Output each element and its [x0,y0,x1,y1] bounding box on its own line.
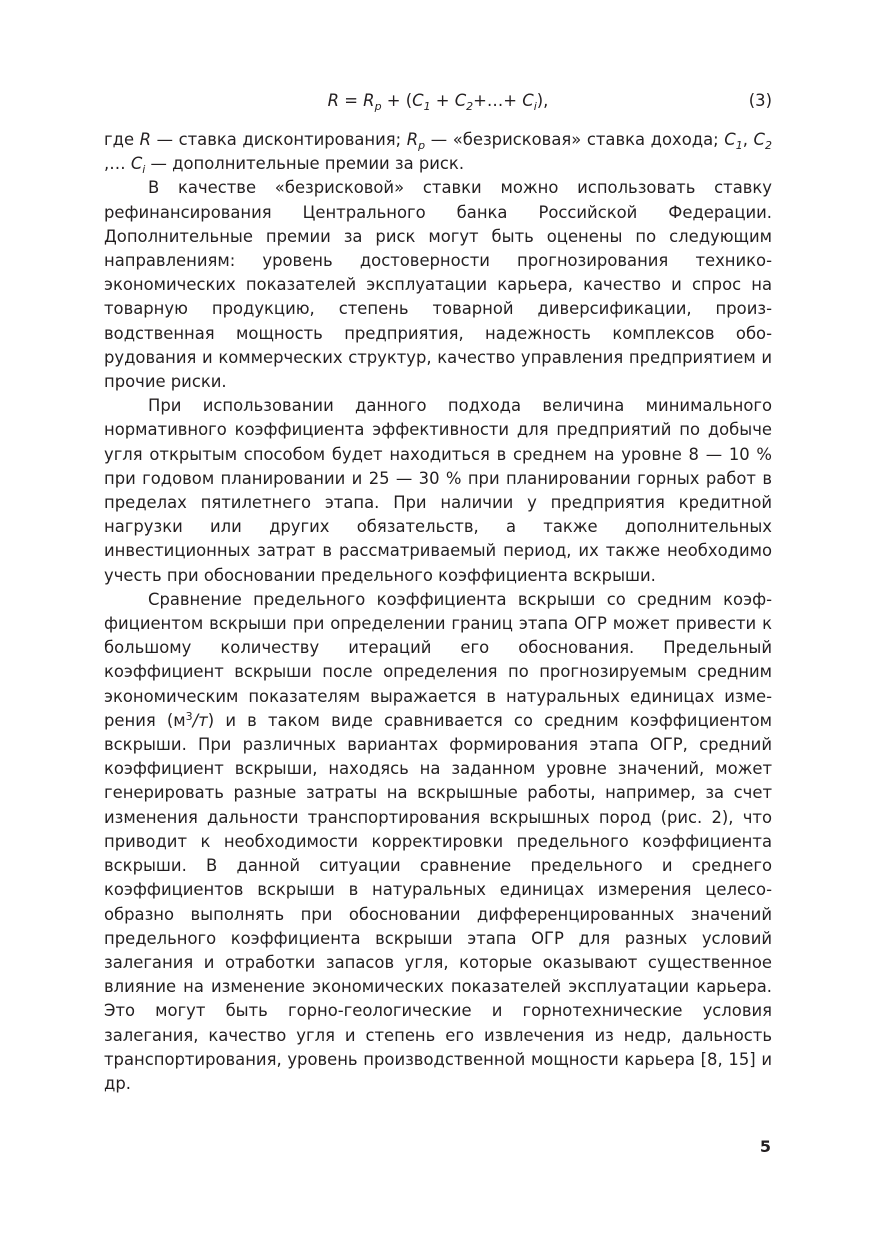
p3-text-1: Сравнение предельного коэффициента вскрыши со средним коэффициентом вскрыши при определении границ этапа ОГР может привести к большому количеству итераций его обоснования. Предельный коэффициент вскрыши после определения по прогнозируемым средним экономическим показателям выражается в натуральных единицах измерения (м [104,589,772,730]
def-var-rp: R [406,130,419,149]
def-text: , [742,130,754,149]
p3-unit: /т [192,710,208,730]
paragraph-stripping-ratio [104,588,772,1096]
formula-plus: + [430,91,455,110]
formula-eq: = [339,91,364,110]
formula-sub-2: 2 [466,100,474,113]
paragraph-risk-free-rate: В качестве «безрисковой» ставки можно использовать ставку рефинансирования Центрального банка Российской Федерации. Дополнительные премии за риск могут быть оценены по следующим направлениям: уровень достоверности прогнозирования технико-экономических показателей эксплуатации карьера, качество и спрос на товарную продукцию, степень товарной диверсификации, производственная мощность предприятия, надежность комплексов оборудования и коммерческих структур, качество управления предприятием и прочие риски. [104,178,772,392]
def-text: ,… [104,154,131,174]
def-var-c2: C [753,130,765,149]
def-var-ci: C [130,154,143,174]
def-text: где [104,130,140,149]
def-var-r: R [139,130,152,149]
p3-text-2: ) и в таком виде сравнивается со средним коэффициентом вскрыши. При различных вариантах формирования этапа ОГР, средний коэффициент вскрыши, находясь на заданном уровне значений, может генерировать разные затраты на вскрышные работы, например, за счет изменения дальности транспортирования вскрышных пород (рис. 2), что приводит к необходимости корректировки предельного коэффициента вскрыши. В данной ситуации сравнение предельного и среднего коэффициентов вскрыши в натуральных единицах измерения целесообразно выполнять при обосновании дифференцированных значений предельного коэффициента вскрыши этапа ОГР для разных условий залегания и отработки запасов угля, которые оказывают существенное влияние на изменение экономических показателей эксплуатации карьера. Это могут быть горно-геологические и горнотехнические условия залегания, качество угля и степень его извлечения из недр, дальность транспортирования, уровень производственной мощности карьера [8, 15] и др. [104,710,772,1093]
def-sub-1: 1 [735,139,743,152]
page-body [104,84,772,1096]
formula-sub-1: 1 [423,100,431,113]
page-number: 5 [759,1137,771,1156]
formula-var-c2: C [454,91,467,110]
def-sub-p: p [418,139,426,152]
formula-3 [104,84,772,118]
formula-var-r: R [327,91,340,110]
p3-superscript: 3 [185,709,193,723]
def-text: — ставка дисконтирования; [151,130,407,149]
formula-plus-open: + ( [381,91,413,110]
definitions-paragraph [104,128,772,176]
formula-var-ci: C [522,91,534,110]
formula-sub-p: p [374,100,382,113]
def-var-c1: C [724,130,736,149]
def-sub-i: i [142,163,146,177]
formula-close: ), [536,91,549,110]
formula-var-c1: C [412,91,424,110]
paragraph-efficiency-coefficient: При использовании данного подхода величина минимального нормативного коэффициента эффективности для предприятий по добыче угля открытым способом будет находиться в среднем на уровне 8 — 10 % при годовом планировании и 25 — 30 % при планировании горных работ в пределах пятилетнего этапа. При наличии у предприятия кредитной нагрузки или других обязательств, а также дополнительных инвестиционных затрат в рассматриваемый период, их также необходимо учесть при обосновании предельного коэффициента вскрыши. [104,396,772,585]
formula-var-rp: R [363,91,375,110]
def-text: — «безрисковая» ставка дохода; [425,130,725,149]
formula-sub-i: i [533,100,537,113]
formula-expression [328,84,549,118]
formula-number: (3) [748,91,772,110]
def-text: — дополнительные премии за риск. [145,154,465,174]
formula-ellipsis: +…+ [473,91,523,110]
def-sub-2: 2 [765,139,772,152]
